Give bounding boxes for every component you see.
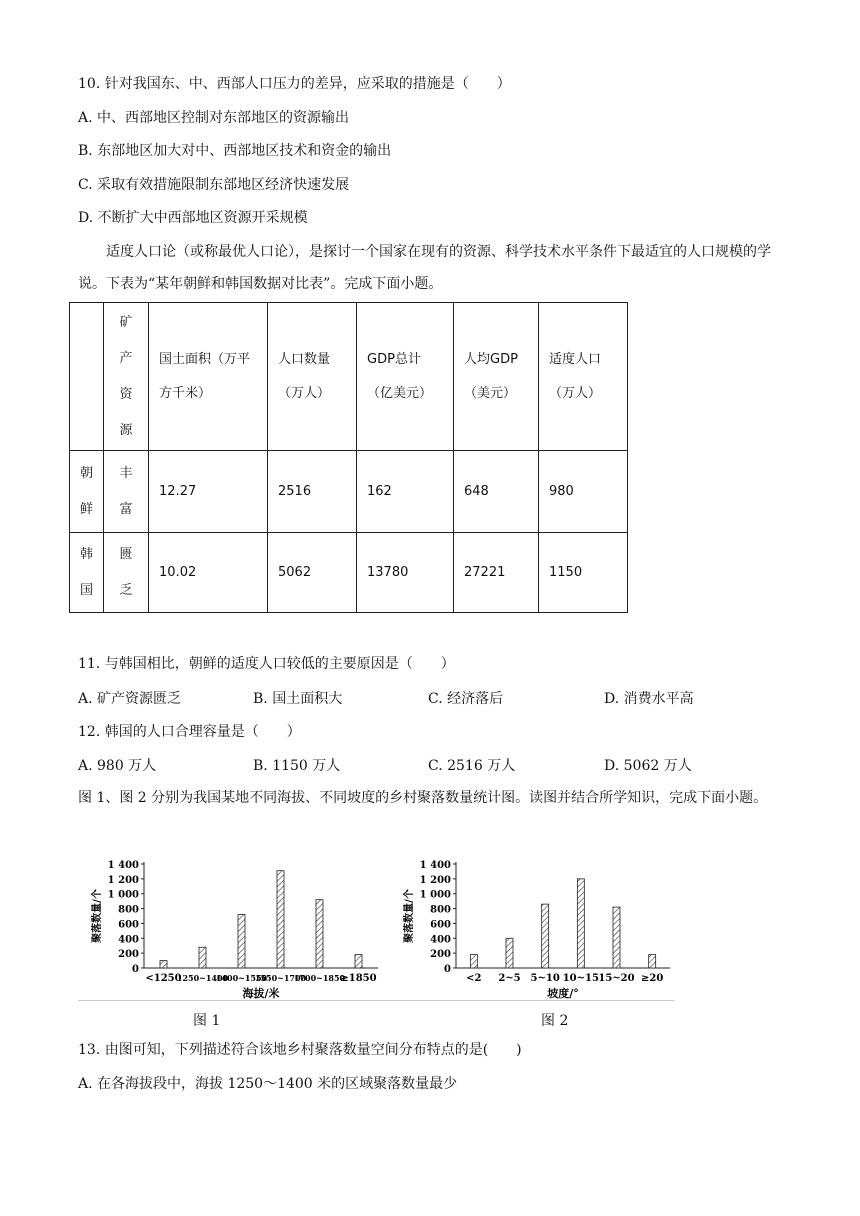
intro-paragraph: 适度人口论（或称最优人口论），是探讨一个国家在现有的资源、科学技术水平条件下最适宜的人口规模的学说。下表为“某年朝鲜和韩国数据对比表”。完成下面小题。 [78,244,771,292]
table-header-gdp: GDP总计（亿美元） [357,303,454,451]
y-tick-label: 800 [430,904,451,916]
bar [649,955,656,968]
q10-stem: 10. 针对我国东、中、西部人口压力的差异，应采取的措施是（ ） [78,76,511,92]
q12-option-b: B. 1150 万人 [253,758,341,774]
comparison-table [69,302,628,613]
table-row [70,451,628,533]
y-tick-label: 0 [444,964,451,975]
table-cell-population: 2516 [268,451,357,533]
table-header-mineral: 矿产资源 [104,303,149,451]
y-tick-label: 600 [118,919,139,931]
table-cell-optimal-population: 1150 [539,533,628,613]
figure-divider [78,1000,675,1001]
table-cell-mineral: 丰富 [104,451,149,533]
y-tick-label: 1 400 [107,860,139,871]
q12-options [78,756,778,776]
x-tick-label: 2~5 [498,973,521,984]
q10-option-c: C. 采取有效措施限制东部地区经济快速发展 [78,177,350,193]
figure-1-caption: 图 1 [193,1013,221,1029]
y-tick-label: 200 [118,949,139,961]
bar [316,900,323,968]
x-tick-label: ≥20 [641,973,664,984]
q12-stem: 12. 韩国的人口合理容量是（ ） [78,724,301,740]
y-tick-label: 800 [118,904,139,916]
table-cell-optimal-population: 980 [539,451,628,533]
q11-stem: 11. 与韩国相比，朝鲜的适度人口较低的主要原因是（ ） [78,656,455,672]
q10-option-a: A. 中、西部地区控制对东部地区的资源输出 [78,110,350,126]
y-tick-label: 1 000 [419,889,451,901]
y-tick-label: 400 [430,934,451,946]
table-header-row [70,303,628,451]
q12-option-c: C. 2516 万人 [428,758,516,774]
q12-option-a: A. 980 万人 [78,758,157,774]
x-tick-label: 5~10 [530,973,560,984]
figure-intro: 图 1、图 2 分别为我国某地不同海拔、不同坡度的乡村聚落数量统计图。读图并结合所学知识，完成下面小题。 [78,790,768,806]
bar [542,904,549,968]
table-header-empty [70,303,104,451]
q10-option-b: B. 东部地区加大对中、西部地区技术和资金的输出 [78,143,392,159]
x-tick-label: <1250 [145,973,182,984]
x-axis-label: 坡度/° [547,987,579,1000]
q10-option-d: D. 不断扩大中西部地区资源开采规模 [78,210,308,226]
table-header-population: 人口数量（万人） [268,303,357,451]
table-cell-gdp: 13780 [357,533,454,613]
y-tick-label: 1 200 [107,874,139,886]
x-tick-label: 1550~1700 [254,973,307,983]
y-axis-label: 聚落数量/个 [92,889,103,943]
x-tick-label: 1400~1550 [215,973,268,983]
bar [577,879,584,968]
table-cell-population: 5062 [268,533,357,613]
table-header-optimal-population: 适度人口（万人） [539,303,628,451]
q12-option-d: D. 5062 万人 [604,758,692,774]
bar [277,871,284,968]
y-tick-label: 600 [430,919,451,931]
table-header-gdp-per-capita: 人均GDP（美元） [454,303,539,451]
x-axis-label: 海拔/米 [242,987,280,1000]
figure-2-caption: 图 2 [541,1013,569,1029]
bar [238,915,245,968]
chart-figure-1 [78,848,388,1000]
y-tick-label: 1 200 [419,874,451,886]
bar [506,938,513,968]
y-tick-label: 1 400 [419,860,451,871]
table-cell-gdp-per-capita: 27221 [454,533,539,613]
table-header-area: 国土面积（万平方千米） [149,303,268,451]
table-row [70,533,628,613]
q11-options [78,689,778,709]
q13-option-a: A. 在各海拔段中，海拔 1250～1400 米的区域聚落数量最少 [78,1076,458,1092]
x-tick-label: ≥1850 [340,973,377,984]
x-tick-label: 1700~1850 [293,973,346,983]
table-cell-gdp-per-capita: 648 [454,451,539,533]
q11-option-b: B. 国土面积大 [253,691,343,707]
q13-stem: 13. 由图可知，下列描述符合该地乡村聚落数量空间分布特点的是( ) [78,1042,522,1058]
table-cell-gdp: 162 [357,451,454,533]
bar [355,955,362,968]
q11-option-c: C. 经济落后 [428,691,504,707]
y-tick-label: 400 [118,934,139,946]
table-cell-area: 12.27 [149,451,268,533]
bar [160,961,167,968]
q11-option-d: D. 消费水平高 [604,691,694,707]
bar [613,907,620,968]
chart-figure-2 [390,848,680,1000]
table-cell-country: 韩国 [70,533,104,613]
y-tick-label: 1 000 [107,889,139,901]
table-cell-mineral: 匮乏 [104,533,149,613]
q11-option-a: A. 矿产资源匮乏 [78,691,182,707]
x-tick-label: 10~15 [562,973,599,984]
table-cell-area: 10.02 [149,533,268,613]
bar [470,955,477,968]
y-tick-label: 200 [430,949,451,961]
x-tick-label: 15~20 [598,973,635,984]
table-cell-country: 朝鲜 [70,451,104,533]
y-tick-label: 0 [132,964,139,975]
x-tick-label: 1250~1400 [176,973,229,983]
bar [199,947,206,968]
x-tick-label: <2 [466,973,482,984]
y-axis-label: 聚落数量/个 [404,889,415,943]
